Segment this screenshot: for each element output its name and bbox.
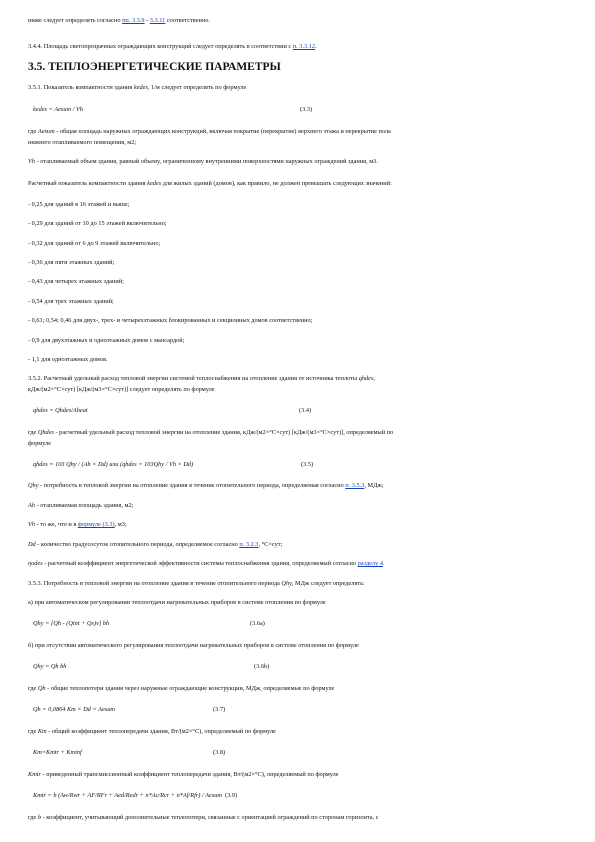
link-formula-3-3[interactable]: формуле (3.3) (77, 521, 115, 528)
text-line: Ah - отапливаемая площадь здания, м2; (28, 502, 134, 509)
text-line: Dd - количество градусосуток отопительного периода, определяемое согласно п. 3.2.3, °С×сут; (28, 541, 283, 548)
formula-number: (3.6а) (250, 620, 265, 627)
formula-3-7: Qh = 0,0864 Km × Dd × Aesum (3.7) (33, 706, 226, 713)
list-item: - 0,25 для зданий в 16 этажей и выше; (28, 201, 130, 208)
text-line: ηodes - расчетный коэффициент энергетической эффективности системы теплоснабжения здания, определяемый согласно разделу 4. (28, 560, 385, 567)
link-p-3-5-3[interactable]: п. 3.5.3 (345, 482, 365, 489)
formula-3-4: qhdes = Qhdes/Aheat (3.4) (33, 407, 312, 414)
list-item: - 0,32 для зданий от 6 до 9 этажей включительно; (28, 240, 161, 247)
text-line: где Km - общий коэффициент теплопередачи здания, Вт/(м2×°С), определяемый по формуле (28, 728, 276, 735)
text-line: ниже следует определять согласно пп. 3.3.9 - 3.3.11 соответственно. (28, 17, 210, 24)
text-line: б) при отсутствии автоматического регулирования теплоотдачи нагревательных приборов в системе отопления по формуле (28, 642, 359, 649)
formula-number: (3.6b) (254, 663, 270, 670)
link-section-4[interactable]: разделу 4 (357, 560, 383, 567)
text-line: кДж/(м2×°С×сут) [кДж/(м3×°С×сут)] следует определять по формуле (28, 386, 215, 393)
formula-number: (3.9) (224, 792, 238, 799)
text-line: где Qh - общие теплопотери здания через наружные ограждающие конструкции, МДж, определяемые по формуле (28, 685, 335, 692)
formula-3-8: Km=Kmtr + Kminf (3.8) (33, 749, 226, 756)
formula-3-9: Kmtr = b (Aw/Rwr + AF/RFr + Aed/Redr + n*Ac/Rcr + n*Af/Rfr) / Aesum (3.9) (33, 792, 238, 799)
formula-number: (3.8) (213, 749, 226, 756)
link-p-3-2-3[interactable]: п. 3.2.3 (239, 541, 259, 548)
text-line: а) при автоматическом регулировании теплоотдачи нагревательных приборов в системе отопления по формуле (28, 599, 326, 606)
text-line: 3.5.2. Расчетный удельный расход тепловой энергии системой теплоснабжения на отопление здания от источника теплоты qhdes, (28, 375, 375, 382)
text-line: где Aesum - общая площадь наружных ограждающих конструкций, включая покрытие (перекрытие) верхнего этажа и перекрытие пола (28, 128, 391, 135)
text-line: Vh - то же, что и в формуле (3.3), м3; (28, 521, 127, 528)
formula-3-6b: Qhy = Qh bh (3.6b) (33, 663, 270, 670)
text-line: формуле (28, 440, 52, 447)
formula-3-6a: Qhy = [Qh - (Qint + Qs)ν] bh (3.6а) (33, 620, 265, 627)
text-line: Qhy - потребность в тепловой энергии на отопление здания в течение отопительного периода, определяемая согласно п. 3.5.3, МДж; (28, 482, 384, 489)
formula-number: (3.3) (300, 106, 313, 113)
list-item: - 0,54 для трех этажных зданий; (28, 298, 114, 305)
list-item: - 0,9 для двухэтажных и одноэтажных домов с мансардой; (28, 337, 185, 344)
formula-number: (3.7) (213, 706, 226, 713)
list-item: - 1,1 для одноэтажных домов. (28, 356, 108, 363)
list-item: - 0,61; 0,54; 0,46 для двух-, трех- и четырехэтажных блокированных и секционных домов соответственно; (28, 317, 313, 324)
formula-number: (3.5) (301, 461, 314, 468)
text-line: 3.4.4. Площадь светопрозрачных ограждающих конструкций следует определять в соответствии с п. 3.3.12. (28, 43, 317, 50)
section-heading: 3.5. ТЕПЛОЭНЕРГЕТИЧЕСКИЕ ПАРАМЕТРЫ (28, 61, 281, 73)
link-p-3-3-9[interactable]: пп. 3.3.9 (122, 17, 145, 24)
list-item: - 0,43 для четырех этажных зданий; (28, 278, 124, 285)
text-line: Vh - отапливаемый объем здания, равный объему, ограниченному внутренними поверхностями наружных ограждений здания, м3. (28, 158, 378, 165)
text-line: Kmtr - приведенный трансмиссионный коэффициент теплопередачи здания, Вт/(м2×°С), определяемый по формуле (28, 771, 339, 778)
text-line: 3.5.1. Показатель компактности здания kedes, 1/м следует определять по формуле (28, 84, 247, 91)
formula-3-3: kedes = Aesum / Vh (3.3) (33, 106, 313, 113)
text-line: 3.5.3. Потребность в тепловой энергии на отопление здания в течение отопительного периода Qhy, МДж следует определять: (28, 580, 365, 587)
text-line: где Qhdes - расчетный удельный расход тепловой энергии на отопление здания, кДж/(м2×°С×сут) [кДж/(м3×°С×сут)], определяемый по (28, 429, 394, 436)
list-item: - 0,36 для пяти этажных зданий; (28, 259, 115, 266)
text-line: где b - коэффициент, учитывающий дополнительные теплопотери, связанные с ориентацией ограждений по сторонам горизонта, с (28, 814, 379, 821)
link-p-3-3-11[interactable]: 3.3.11 (149, 17, 166, 24)
list-item: - 0,29 для зданий от 10 до 15 этажей включительно; (28, 220, 167, 227)
text-line: Расчетный показатель компактности здания kedes для жилых зданий (домов), как правило, не должен превышать следующих значений: (28, 180, 392, 187)
link-p-3-3-12[interactable]: п. 3.3.12 (292, 43, 316, 50)
formula-3-5: qhdes = 103 Qhy / (Ah × Dd) или (qhdes = 103Qhy / Vh × Dd) (3.5) (33, 461, 314, 468)
formula-number: (3.4) (299, 407, 312, 414)
text-line: нижнего отапливаемого помещения, м2; (28, 139, 137, 146)
